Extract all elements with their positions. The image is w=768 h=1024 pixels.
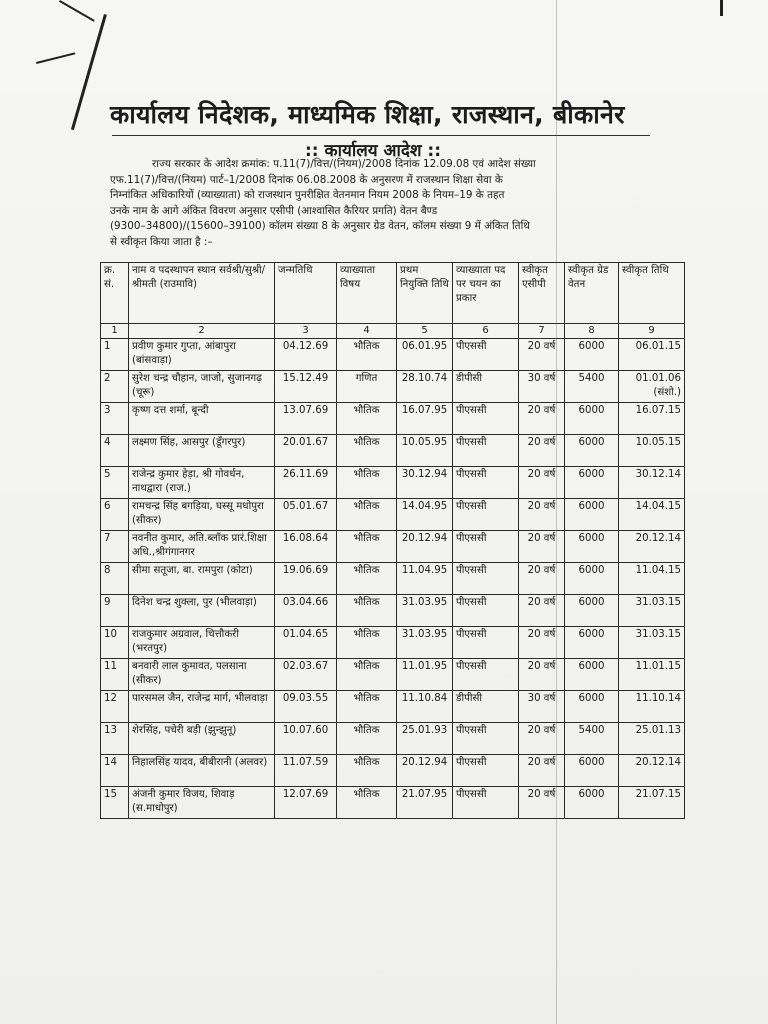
acp-cell: 20 वर्ष: [519, 755, 565, 787]
paragraph-line: उनके नाम के आगे अंकित विवरण अनुसार एसीपी (आश्वासित कैरियर प्रगति) वेतन बैण्ड: [110, 204, 438, 217]
birth-date-cell: 04.12.69: [275, 339, 337, 371]
table-row: [101, 371, 685, 403]
selection-type-cell: पीएससी: [453, 627, 519, 659]
grade-pay-cell: 5400: [565, 723, 619, 755]
grade-pay-cell: 6000: [565, 403, 619, 435]
subject-cell: भौतिक: [337, 403, 397, 435]
appointment-date-cell: 14.04.95: [397, 499, 453, 531]
sanction-date-cell: 06.01.15: [619, 339, 685, 371]
selection-type-cell: डीपीसी: [453, 371, 519, 403]
subject-cell: भौतिक: [337, 531, 397, 563]
grade-pay-cell: 6000: [565, 339, 619, 371]
officer-name-cell: सुरेश चन्द्र चौहान, जाजो, सुजानगढ़ (चूरू): [129, 371, 275, 403]
appointment-date-cell: 10.05.95: [397, 435, 453, 467]
order-title: :: कार्यालय आदेश ::: [305, 141, 442, 161]
pen-stroke-mark: [59, 0, 95, 22]
birth-date-cell: 05.01.67: [275, 499, 337, 531]
grade-pay-cell: 6000: [565, 659, 619, 691]
birth-date-cell: 20.01.67: [275, 435, 337, 467]
subject-cell: भौतिक: [337, 467, 397, 499]
grade-pay-cell: 6000: [565, 787, 619, 819]
subject-cell: भौतिक: [337, 595, 397, 627]
column-number: 4: [337, 324, 397, 339]
grade-pay-cell: 6000: [565, 563, 619, 595]
serial-number-cell: 13: [101, 723, 129, 755]
order-paragraph: [110, 157, 654, 251]
appointment-date-cell: 11.04.95: [397, 563, 453, 595]
officer-name-cell: अंजनी कुमार विजय, शिवाड़ (स.माधोपुर): [129, 787, 275, 819]
birth-date-cell: 12.07.69: [275, 787, 337, 819]
sanction-date-cell: 31.03.15: [619, 595, 685, 627]
serial-number-cell: 7: [101, 531, 129, 563]
selection-type-cell: पीएससी: [453, 787, 519, 819]
subject-cell: भौतिक: [337, 563, 397, 595]
appointment-date-cell: 28.10.74: [397, 371, 453, 403]
serial-number-cell: 5: [101, 467, 129, 499]
table-row: [101, 595, 685, 627]
column-number: 7: [519, 324, 565, 339]
grade-pay-cell: 6000: [565, 531, 619, 563]
birth-date-cell: 11.07.59: [275, 755, 337, 787]
acp-cell: 20 वर्ष: [519, 499, 565, 531]
serial-number-cell: 8: [101, 563, 129, 595]
acp-cell: 20 वर्ष: [519, 467, 565, 499]
subject-cell: भौतिक: [337, 627, 397, 659]
sanction-date-cell: 14.04.15: [619, 499, 685, 531]
serial-number-cell: 15: [101, 787, 129, 819]
sanction-date-cell: 30.12.14: [619, 467, 685, 499]
table-row: [101, 755, 685, 787]
column-number: 2: [129, 324, 275, 339]
officer-name-cell: प्रवीण कुमार गुप्ता, आंबापुरा (बांसवाड़ा): [129, 339, 275, 371]
acp-cell: 20 वर्ष: [519, 659, 565, 691]
column-number: 6: [453, 324, 519, 339]
acp-cell: 20 वर्ष: [519, 403, 565, 435]
subject-cell: भौतिक: [337, 787, 397, 819]
heading-underline: [112, 135, 650, 136]
paragraph-line: एफ.11(7)/वित्त/(नियम) पार्ट–1/2008 दिनांक 06.08.2008 के अनुसरण में राजस्थान शिक्षा सेवा के: [110, 173, 503, 186]
officer-name-cell: सीमा सतूजा, बा. रामपुरा (कोटा): [129, 563, 275, 595]
column-number: 1: [101, 324, 129, 339]
acp-cell: 20 वर्ष: [519, 339, 565, 371]
grade-pay-cell: 6000: [565, 755, 619, 787]
birth-date-cell: 15.12.49: [275, 371, 337, 403]
officer-name-cell: निहालसिंह यादव, बीबीरानी (अलवर): [129, 755, 275, 787]
appointment-date-cell: 30.12.94: [397, 467, 453, 499]
paragraph-line: निम्नांकित अधिकारियों (व्याख्याता) को राजस्थान पुनरीक्षित वेतनमान नियम 2008 के नियम–19 के तहत: [110, 189, 505, 202]
officer-name-cell: बनवारी लाल कुमावत, पलसाना (सीकर): [129, 659, 275, 691]
serial-number-cell: 6: [101, 499, 129, 531]
officer-name-cell: लक्ष्मण सिंह, आसपुर (डूँगरपुर): [129, 435, 275, 467]
table-row: [101, 339, 685, 371]
grade-pay-cell: 6000: [565, 467, 619, 499]
table-row: [101, 659, 685, 691]
selection-type-cell: पीएससी: [453, 339, 519, 371]
birth-date-cell: 19.06.69: [275, 563, 337, 595]
serial-number-cell: 4: [101, 435, 129, 467]
appointment-date-cell: 11.01.95: [397, 659, 453, 691]
subject-cell: भौतिक: [337, 691, 397, 723]
column-header: जन्मतिथि: [275, 263, 337, 324]
selection-type-cell: डीपीसी: [453, 691, 519, 723]
serial-number-cell: 10: [101, 627, 129, 659]
appointment-date-cell: 31.03.95: [397, 627, 453, 659]
selection-type-cell: पीएससी: [453, 659, 519, 691]
column-header: स्वीकृत तिथि: [619, 263, 685, 324]
officer-name-cell: पारसमल जैन, राजेन्द्र मार्ग, भीलवाड़ा: [129, 691, 275, 723]
table-row: [101, 787, 685, 819]
subject-cell: भौतिक: [337, 723, 397, 755]
subject-cell: गणित: [337, 371, 397, 403]
column-header: स्वीकृत ग्रेड वेतन: [565, 263, 619, 324]
serial-number-cell: 2: [101, 371, 129, 403]
sanction-date-cell: 21.07.15: [619, 787, 685, 819]
serial-number-cell: 9: [101, 595, 129, 627]
table-row: [101, 435, 685, 467]
officer-name-cell: कृष्ण दत्त शर्मा, बून्दी: [129, 403, 275, 435]
table-row: [101, 627, 685, 659]
paragraph-line: (9300–34800)/(15600–39100) कॉलम संख्या 8 के अनुसार ग्रेड वेतन, कॉलम संख्या 9 में अंकित तिथि: [110, 220, 530, 233]
officer-name-cell: रामचन्द्र सिंह बगड़िया, घस्सू मधोपुरा (सीकर): [129, 499, 275, 531]
pen-stroke-mark: [71, 14, 107, 130]
table-header-row: [101, 263, 685, 324]
column-header: नाम व पदस्थापन स्थान सर्वश्री/सुश्री/श्रीमती (राउमावि): [129, 263, 275, 324]
acp-cell: 30 वर्ष: [519, 371, 565, 403]
acp-cell: 30 वर्ष: [519, 691, 565, 723]
column-header: स्वीकृत एसीपी: [519, 263, 565, 324]
subject-cell: भौतिक: [337, 339, 397, 371]
birth-date-cell: 16.08.64: [275, 531, 337, 563]
column-header: व्याख्याता पद पर चयन का प्रकार: [453, 263, 519, 324]
column-number-row: [101, 324, 685, 339]
appointment-date-cell: 31.03.95: [397, 595, 453, 627]
selection-type-cell: पीएससी: [453, 563, 519, 595]
table-row: [101, 723, 685, 755]
selection-type-cell: पीएससी: [453, 531, 519, 563]
subject-cell: भौतिक: [337, 755, 397, 787]
grade-pay-cell: 6000: [565, 499, 619, 531]
acp-cell: 20 वर्ष: [519, 595, 565, 627]
birth-date-cell: 02.03.67: [275, 659, 337, 691]
birth-date-cell: 26.11.69: [275, 467, 337, 499]
subject-cell: भौतिक: [337, 659, 397, 691]
selection-type-cell: पीएससी: [453, 467, 519, 499]
serial-number-cell: 11: [101, 659, 129, 691]
sanction-date-cell: 31.03.15: [619, 627, 685, 659]
grade-pay-cell: 6000: [565, 435, 619, 467]
acp-cell: 20 वर्ष: [519, 723, 565, 755]
selection-type-cell: पीएससी: [453, 755, 519, 787]
officer-name-cell: दिनेश चन्द्र शुक्ला, पुर (भीलवाड़ा): [129, 595, 275, 627]
sanction-date-cell: 01.01.06 (संशो.): [619, 371, 685, 403]
acp-cell: 20 वर्ष: [519, 627, 565, 659]
column-header: प्रथम नियुक्ति तिथि: [397, 263, 453, 324]
column-header: क्र. सं.: [101, 263, 129, 324]
sanction-date-cell: 10.05.15: [619, 435, 685, 467]
serial-number-cell: 14: [101, 755, 129, 787]
selection-type-cell: पीएससी: [453, 723, 519, 755]
officer-name-cell: राजकुमार अग्रवाल, चित्तौकरी (भरतपुर): [129, 627, 275, 659]
column-number: 3: [275, 324, 337, 339]
selection-type-cell: पीएससी: [453, 435, 519, 467]
grade-pay-cell: 6000: [565, 595, 619, 627]
column-number: 8: [565, 324, 619, 339]
appointment-date-cell: 25.01.93: [397, 723, 453, 755]
appointment-date-cell: 06.01.95: [397, 339, 453, 371]
paragraph-line: राज्य सरकार के आदेश क्रमांक: प.11(7)/वित्त/(नियम)/2008 दिनांक 12.09.08 एवं आदेश संख्या: [152, 158, 536, 170]
serial-number-cell: 12: [101, 691, 129, 723]
birth-date-cell: 13.07.69: [275, 403, 337, 435]
sanction-date-cell: 11.01.15: [619, 659, 685, 691]
selection-type-cell: पीएससी: [453, 499, 519, 531]
appointment-date-cell: 21.07.95: [397, 787, 453, 819]
sanction-date-cell: 11.04.15: [619, 563, 685, 595]
pen-stroke-mark: [720, 0, 723, 16]
sanction-date-cell: 11.10.14: [619, 691, 685, 723]
table-row: [101, 563, 685, 595]
column-number: 5: [397, 324, 453, 339]
appointment-date-cell: 20.12.94: [397, 531, 453, 563]
acp-cell: 20 वर्ष: [519, 435, 565, 467]
sanction-date-cell: 16.07.15: [619, 403, 685, 435]
office-heading: कार्यालय निदेशक, माध्यमिक शिक्षा, राजस्थान, बीकानेर: [110, 100, 625, 129]
column-header: व्याख्याता विषय: [337, 263, 397, 324]
selection-type-cell: पीएससी: [453, 595, 519, 627]
table-row: [101, 531, 685, 563]
table-row: [101, 691, 685, 723]
appointment-date-cell: 11.10.84: [397, 691, 453, 723]
sanction-date-cell: 20.12.14: [619, 755, 685, 787]
serial-number-cell: 1: [101, 339, 129, 371]
officer-name-cell: नवनीत कुमार, अति.ब्लॉक प्रारं.शिक्षा अधि.,श्रीगंगानगर: [129, 531, 275, 563]
sanction-date-cell: 25.01.13: [619, 723, 685, 755]
officer-name-cell: राजेन्द्र कुमार हेड़ा, श्री गोवर्धन, नाथद्वारा (राज.): [129, 467, 275, 499]
acp-cell: 20 वर्ष: [519, 563, 565, 595]
appointment-date-cell: 20.12.94: [397, 755, 453, 787]
birth-date-cell: 01.04.65: [275, 627, 337, 659]
table-row: [101, 499, 685, 531]
paragraph-line: से स्वीकृत किया जाता है :–: [110, 235, 213, 248]
birth-date-cell: 09.03.55: [275, 691, 337, 723]
table-row: [101, 403, 685, 435]
officer-name-cell: शेरसिंह, पचेरी बड़ी (झुन्झुनू): [129, 723, 275, 755]
table-row: [101, 467, 685, 499]
grade-pay-cell: 6000: [565, 691, 619, 723]
grade-pay-cell: 5400: [565, 371, 619, 403]
appointment-date-cell: 16.07.95: [397, 403, 453, 435]
subject-cell: भौतिक: [337, 435, 397, 467]
birth-date-cell: 10.07.60: [275, 723, 337, 755]
subject-cell: भौतिक: [337, 499, 397, 531]
birth-date-cell: 03.04.66: [275, 595, 337, 627]
acp-cell: 20 वर्ष: [519, 531, 565, 563]
selection-type-cell: पीएससी: [453, 403, 519, 435]
serial-number-cell: 3: [101, 403, 129, 435]
column-number: 9: [619, 324, 685, 339]
sanction-date-cell: 20.12.14: [619, 531, 685, 563]
pen-stroke-mark: [36, 52, 75, 64]
acp-table: [100, 262, 685, 819]
acp-cell: 20 वर्ष: [519, 787, 565, 819]
grade-pay-cell: 6000: [565, 627, 619, 659]
